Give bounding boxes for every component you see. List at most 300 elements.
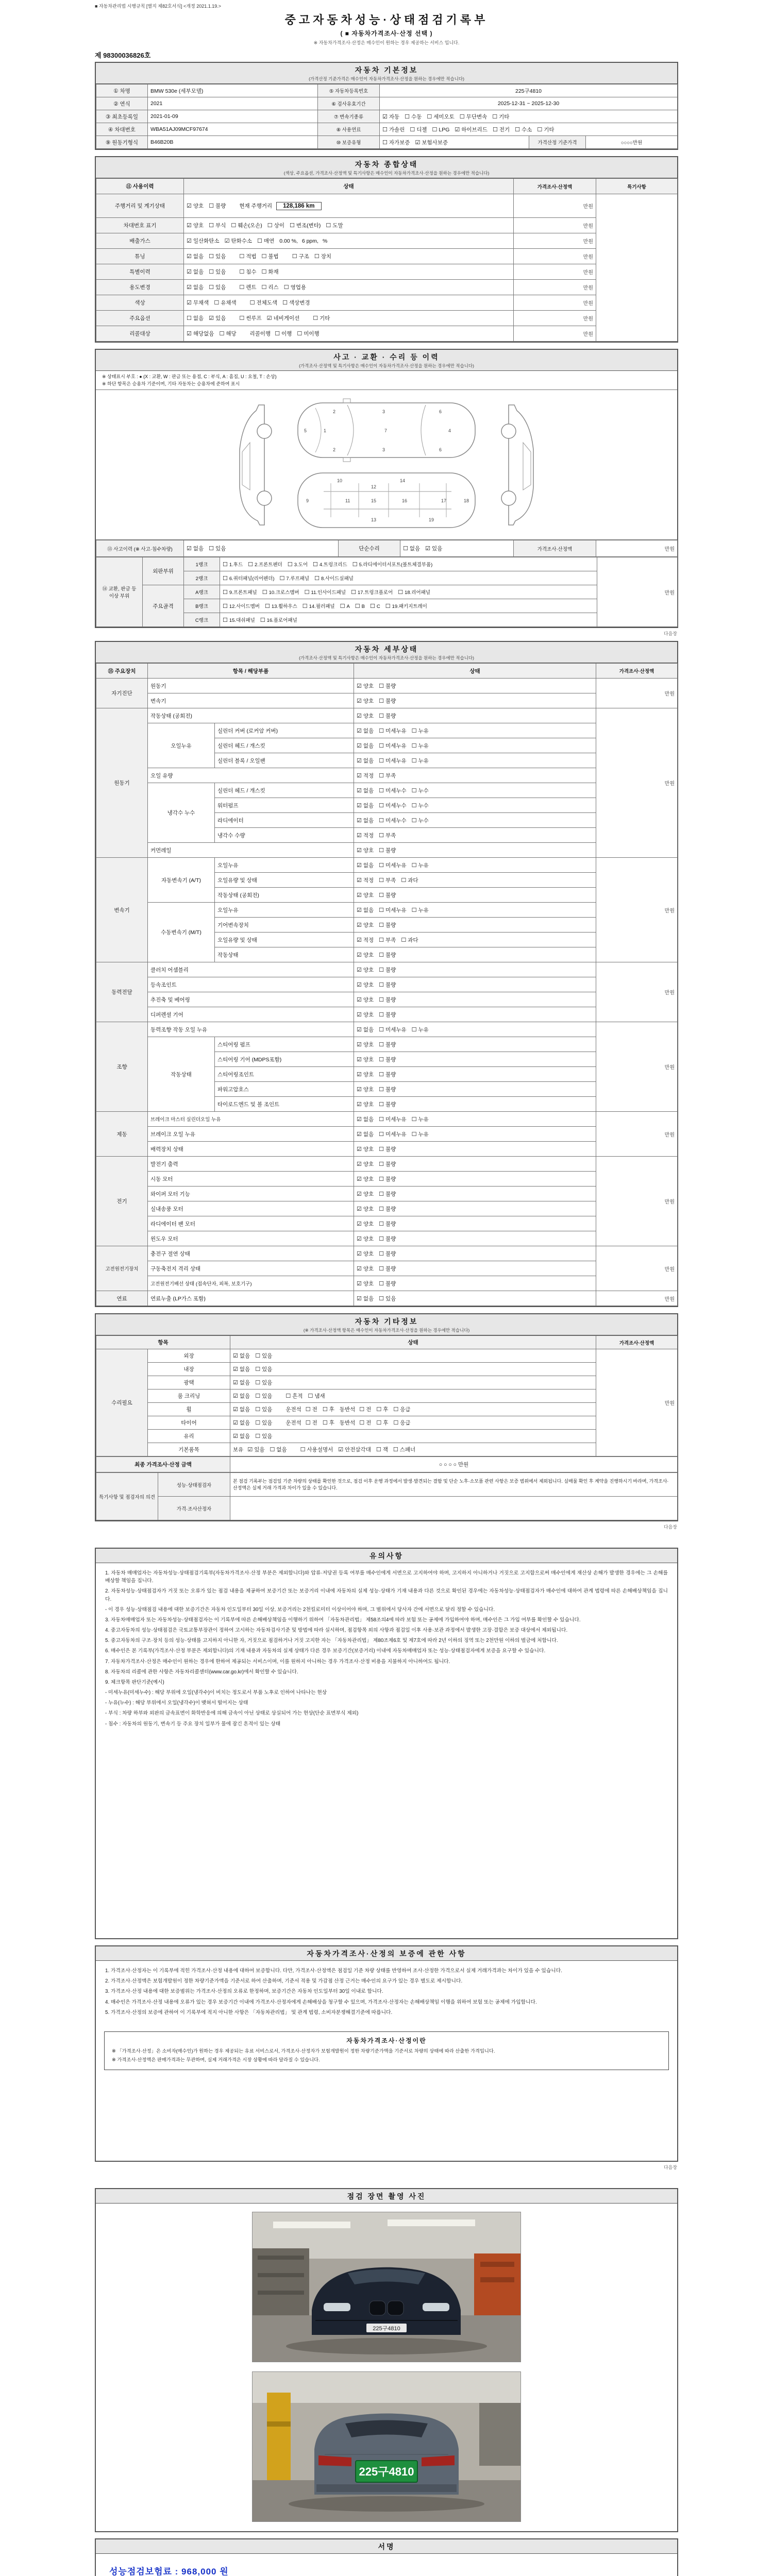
checkbox-기타[interactable]: ☐ 기타 <box>492 113 510 120</box>
checkbox-리스[interactable]: ☐ 리스 <box>261 284 279 291</box>
checkbox-있음[interactable]: ☐ 있음 <box>209 284 226 291</box>
checkbox-불량[interactable]: ☐ 불량 <box>379 1265 396 1272</box>
checkbox-없음[interactable]: ☑ 없음 <box>357 1116 374 1123</box>
checkbox-있음[interactable]: ☑ 있음 <box>209 315 226 321</box>
accident-parts-table-host <box>96 557 677 627</box>
value-cell <box>184 540 339 557</box>
checkbox-도말[interactable]: ☐ 도말 <box>326 223 343 229</box>
checkbox-5.라디에이터서포트(볼트체결부품)[interactable]: ☐ 5.라디에이터서포트(볼트체결부품) <box>352 562 433 568</box>
value-cell <box>230 1443 596 1456</box>
checkbox-미세누유[interactable]: ☐ 미세누유 <box>379 907 407 913</box>
checkbox-해당없음[interactable]: ☑ 해당없음 <box>187 331 214 337</box>
checkbox-가솔린[interactable]: ☐ 가솔린 <box>382 126 405 133</box>
checkbox-없음[interactable]: ☑ 없음 <box>357 787 374 794</box>
checkbox-일산화탄소[interactable]: ☑ 일산화탄소 <box>187 238 220 244</box>
checkbox-네비게이션[interactable]: ☑ 네비게이션 <box>266 315 300 321</box>
checkbox-있음[interactable]: ☐ 있음 <box>255 1406 273 1413</box>
checkbox-미세누유[interactable]: ☐ 미세누유 <box>379 757 407 764</box>
checkbox-양호[interactable]: ☑ 양호 <box>357 1206 374 1212</box>
checked-box-icon: ☑ <box>357 1161 362 1167</box>
unchecked-box-icon: ☐ <box>379 1176 384 1182</box>
checkbox-없음[interactable]: ☑ 없음 <box>357 1295 374 1302</box>
checkbox-자가보증[interactable]: ☐ 자가보증 <box>382 139 410 146</box>
value-cell: 시동 모터 <box>148 1172 354 1187</box>
checkbox-양호[interactable]: ☑ 양호 <box>357 892 374 899</box>
value-cell: 커먼레일 <box>148 843 354 858</box>
checkbox-자동[interactable]: ☑ 자동 <box>382 113 400 120</box>
value-cell <box>220 571 597 585</box>
inline-text: % <box>322 238 328 244</box>
checkbox-양호[interactable]: ☑ 양호 <box>357 1280 374 1287</box>
checkbox-전[interactable]: ☐ 전 <box>359 1420 372 1426</box>
checkbox-미세누유[interactable]: ☐ 미세누유 <box>379 742 407 749</box>
unchecked-box-icon: ☐ <box>223 589 228 596</box>
checkbox-기타[interactable]: ☐ 기타 <box>537 126 554 133</box>
checkbox-불량[interactable]: ☐ 불량 <box>379 1250 396 1257</box>
checkbox-미이행[interactable]: ☐ 미이행 <box>297 331 320 337</box>
checkbox-있음[interactable]: ☐ 있음 <box>255 1353 273 1359</box>
checkbox-양호[interactable]: ☑ 양호 <box>357 1146 374 1153</box>
checkbox-없음[interactable]: ☑ 없음 <box>357 727 374 734</box>
checkbox-변조(변타)[interactable]: ☐ 변조(변타) <box>289 223 321 229</box>
checkbox-후[interactable]: ☐ 후 <box>322 1406 334 1413</box>
paragraph: ※ 가격조사·산정액은 판매가격과는 무관하며, 실제 거래가격은 시장 상황에 따라 달라질 수 있습니다. <box>112 2057 320 2063</box>
checkbox-적정[interactable]: ☑ 적정 <box>357 832 374 839</box>
checkbox-전[interactable]: ☐ 전 <box>359 1406 372 1413</box>
checkbox-상이[interactable]: ☐ 상이 <box>267 223 284 229</box>
checkbox-미세누수[interactable]: ☐ 미세누수 <box>379 817 407 824</box>
checkbox-있음[interactable]: ☐ 있음 <box>255 1380 273 1386</box>
checkbox-보험사보증[interactable]: ☑ 보험사보증 <box>415 139 448 146</box>
checkbox-있음[interactable]: ☐ 있음 <box>255 1420 273 1426</box>
checkbox-7.루프패널[interactable]: ☐ 7.루프패널 <box>279 575 310 582</box>
checkbox-전기[interactable]: ☐ 전기 <box>492 126 510 133</box>
checkbox-적법[interactable]: ☐ 적법 <box>239 253 257 260</box>
checkbox-없음[interactable]: ☑ 없음 <box>357 1026 374 1033</box>
checkbox-A[interactable]: ☐ A <box>340 603 350 609</box>
final-price-table-host <box>96 1456 677 1472</box>
checkbox-불량[interactable]: ☐ 불량 <box>379 1206 396 1212</box>
unchecked-box-icon: ☐ <box>313 562 318 568</box>
checkbox-매연[interactable]: ☐ 매연 <box>257 238 275 244</box>
value-cell: 만원 <box>596 679 678 708</box>
checkbox-양호[interactable]: ☑ 양호 <box>357 698 374 704</box>
checkbox-누유[interactable]: ☐ 누유 <box>411 907 429 913</box>
car-underbody-view-icon <box>294 468 479 533</box>
unchecked-box-icon: ☐ <box>379 1206 384 1212</box>
base-price: ○○○○만원 <box>586 136 678 149</box>
svg-text:11: 11 <box>345 498 350 503</box>
checkbox-구조[interactable]: ☐ 구조 <box>292 253 309 260</box>
checkbox-양호[interactable]: ☑ 양호 <box>357 1161 374 1167</box>
checkbox-양호[interactable]: ☑ 양호 <box>357 1041 374 1048</box>
checkbox-과다[interactable]: ☐ 과다 <box>401 877 418 884</box>
checkbox-없음[interactable]: ☐ 없음 <box>270 1447 287 1453</box>
section-notices-title: 유의사항 <box>369 1552 404 1560</box>
paragraph: ※ 「가격조사·산정」은 소비자(매수인)가 원하는 경우 제공되는 유료 서비스로서, 가격조사·산정자가 보험개발원이 정한 차량기준가액을 기준서로 차량의 상태에 따라 산출한 가격입니다. <box>112 2048 495 2054</box>
checkbox-장치[interactable]: ☐ 장치 <box>314 253 332 260</box>
checked-box-icon: ☑ <box>357 1221 362 1227</box>
checkbox-없음[interactable]: ☑ 없음 <box>357 817 374 824</box>
checkbox-양호[interactable]: ☑ 양호 <box>357 1101 374 1108</box>
checked-box-icon: ☑ <box>266 315 272 321</box>
checkbox-없음[interactable]: ☑ 없음 <box>187 253 204 260</box>
checkbox-불량[interactable]: ☐ 불량 <box>379 996 396 1003</box>
unchecked-box-icon: ☐ <box>326 223 331 229</box>
checkbox-4.트렁크리드[interactable]: ☐ 4.트렁크리드 <box>313 562 347 568</box>
checkbox-18.리어패널[interactable]: ☐ 18.리어패널 <box>398 589 431 596</box>
checkbox-불량[interactable]: ☐ 불량 <box>379 892 396 899</box>
checkbox-없음[interactable]: ☐ 없음 <box>187 315 204 321</box>
checkbox-불량[interactable]: ☐ 불량 <box>379 967 396 973</box>
checkbox-없음[interactable]: ☑ 없음 <box>233 1406 250 1413</box>
label-cell: ⑦ 변속기종류 <box>318 110 380 123</box>
checkbox-없음[interactable]: ☑ 없음 <box>357 802 374 809</box>
value-cell: 오일유량 및 상태 <box>215 873 354 888</box>
checkbox-탄화수소[interactable]: ☑ 탄화수소 <box>224 238 253 244</box>
checkbox-있음[interactable]: ☑ 있음 <box>425 546 443 552</box>
checkbox-있음[interactable]: ☐ 있음 <box>209 546 226 552</box>
checkbox-16.플로어패널[interactable]: ☐ 16.플로어패널 <box>260 617 297 623</box>
checkbox-1.후드[interactable]: ☐ 1.후드 <box>223 562 243 568</box>
accident_hist-table <box>96 540 678 557</box>
checkbox-LPG[interactable]: ☐ LPG <box>432 126 450 133</box>
label-cell: ⑭ 교환, 판금 등 이상 부위 <box>96 557 143 627</box>
checkbox-없음[interactable]: ☑ 없음 <box>357 757 374 764</box>
label-cell: 고전원전기장치 <box>96 1246 148 1291</box>
checkbox-불량[interactable]: ☐ 불량 <box>209 202 226 209</box>
checkbox-응급[interactable]: ☐ 응급 <box>393 1406 411 1413</box>
checkbox-없음[interactable]: ☑ 없음 <box>233 1393 250 1399</box>
checkbox-15.대쉬패널[interactable]: ☐ 15.대쉬패널 <box>223 617 255 623</box>
value-cell: 동력조향 작동 오일 누유 <box>148 1022 354 1037</box>
checkbox-부족[interactable]: ☐ 부족 <box>379 832 396 839</box>
checkbox-해당[interactable]: ☐ 해당 <box>219 331 237 337</box>
checkbox-훼손(오손)[interactable]: ☐ 훼손(오손) <box>231 223 262 229</box>
checkbox-양호[interactable]: ☑ 양호 <box>357 1176 374 1182</box>
checkbox-양호[interactable]: ☑ 양호 <box>357 1011 374 1018</box>
checkbox-미세누수[interactable]: ☐ 미세누수 <box>379 802 407 809</box>
unchecked-box-icon: ☐ <box>382 126 388 133</box>
paragraph: 5. 가격조사·산정의 보증에 관하여 이 기록부에 적지 아니한 사항은 「자동차관리법」 및 관계 법령, 소비자분쟁해결기준에 따릅니다. <box>105 2009 393 2015</box>
paragraph: 1. 가격조사·산정자는 이 기록부에 적힌 가격조사·산정 내용에 대하여 보증합니다. 다만, 가격조사·산정액은 점검일 기준 차량 상태를 반영하여 조사·산정한 가격으로서 실제 거래가격과는 차이가 있을 수 있습니다. <box>105 1968 562 1974</box>
unchecked-box-icon: ☐ <box>379 847 384 854</box>
checkbox-누유[interactable]: ☐ 누유 <box>411 1116 429 1123</box>
checkbox-있음[interactable]: ☐ 있음 <box>379 1295 396 1302</box>
checkbox-있음[interactable]: ☐ 있음 <box>255 1433 273 1439</box>
checkbox-양호[interactable]: ☑ 양호 <box>357 981 374 988</box>
checkbox-불량[interactable]: ☐ 불량 <box>379 1280 396 1287</box>
checkbox-양호[interactable]: ☑ 양호 <box>357 683 374 689</box>
checkbox-C[interactable]: ☐ C <box>370 603 380 609</box>
checkbox-수동[interactable]: ☐ 수동 <box>405 113 422 120</box>
checkbox-안전삼각대[interactable]: ☑ 안전삼각대 <box>338 1447 371 1453</box>
checkbox-8.사이드실패널[interactable]: ☐ 8.사이드실패널 <box>314 575 354 582</box>
detail-table <box>96 663 678 1306</box>
checkbox-미세누유[interactable]: ☐ 미세누유 <box>379 1026 407 1033</box>
checkbox-양호[interactable]: ☑ 양호 <box>357 1250 374 1257</box>
checkbox-부족[interactable]: ☐ 부족 <box>379 877 396 884</box>
checked-box-icon: ☑ <box>233 1366 238 1372</box>
checked-box-icon: ☑ <box>357 698 362 704</box>
checkbox-잭[interactable]: ☐ 잭 <box>376 1447 388 1453</box>
checkbox-적정[interactable]: ☑ 적정 <box>357 877 374 884</box>
checked-box-icon: ☑ <box>357 847 362 854</box>
checked-box-icon: ☑ <box>357 757 362 764</box>
checkbox-누유[interactable]: ☐ 누유 <box>411 862 429 869</box>
unchecked-box-icon: ☐ <box>223 603 228 609</box>
checkbox-없음[interactable]: ☑ 없음 <box>187 269 204 275</box>
svg-text:18: 18 <box>464 498 469 503</box>
checkbox-썬루프[interactable]: ☐ 썬루프 <box>239 315 262 321</box>
checkbox-양호[interactable]: ☑ 양호 <box>357 996 374 1003</box>
checkbox-누유[interactable]: ☐ 누유 <box>411 727 429 734</box>
checkbox-불량[interactable]: ☐ 불량 <box>379 1146 396 1153</box>
photo-rear-frame <box>252 2371 521 2522</box>
checkbox-양호[interactable]: ☑ 양호 <box>357 1235 374 1242</box>
checkbox-불량[interactable]: ☐ 불량 <box>379 952 396 958</box>
checkbox-불량[interactable]: ☐ 불량 <box>379 981 396 988</box>
checkbox-유채색[interactable]: ☐ 유채색 <box>214 300 237 306</box>
checkbox-미세누유[interactable]: ☐ 미세누유 <box>379 727 407 734</box>
checkbox-없음[interactable]: ☑ 없음 <box>233 1433 250 1439</box>
car-name: BMW 530e (세부모델) <box>148 84 318 97</box>
checkbox-12.사이드멤버[interactable]: ☐ 12.사이드멤버 <box>223 603 260 609</box>
checkbox-스패너[interactable]: ☐ 스패너 <box>393 1447 416 1453</box>
checkbox-없음[interactable]: ☑ 없음 <box>357 742 374 749</box>
checkbox-없음[interactable]: ☑ 없음 <box>357 1131 374 1138</box>
checkbox-누수[interactable]: ☐ 누수 <box>411 787 429 794</box>
unchecked-box-icon: ☐ <box>257 238 262 244</box>
checkbox-불량[interactable]: ☐ 불량 <box>379 1221 396 1227</box>
label-cell: 가격조사·산정액 <box>514 540 596 557</box>
checkbox-불량[interactable]: ☐ 불량 <box>379 1191 396 1197</box>
value-cell <box>354 1291 596 1306</box>
car-diagram-left-side <box>219 395 276 535</box>
checkbox-무채색[interactable]: ☑ 무채색 <box>187 300 209 306</box>
checkbox-불량[interactable]: ☐ 불량 <box>379 1176 396 1182</box>
checkbox-불량[interactable]: ☐ 불량 <box>379 1041 396 1048</box>
unchecked-box-icon: ☐ <box>379 832 384 839</box>
checkbox-불량[interactable]: ☐ 불량 <box>379 1101 396 1108</box>
checkbox-없음[interactable]: ☑ 없음 <box>233 1353 250 1359</box>
checkbox-19.패키지트레이[interactable]: ☐ 19.패키지트레이 <box>385 603 427 609</box>
checkbox-양호[interactable]: ☑ 양호 <box>357 1056 374 1063</box>
unchecked-box-icon: ☐ <box>214 300 220 306</box>
unchecked-box-icon: ☐ <box>393 1406 399 1413</box>
checkbox-9.프론트패널[interactable]: ☐ 9.프론트패널 <box>223 589 257 596</box>
checkbox-없음[interactable]: ☐ 없음 <box>403 546 421 552</box>
checkbox-불량[interactable]: ☐ 불량 <box>379 1011 396 1018</box>
checkbox-없음[interactable]: ☑ 없음 <box>357 862 374 869</box>
checkbox-양호[interactable]: ☑ 양호 <box>357 1086 374 1093</box>
checkbox-양호[interactable]: ☑ 양호 <box>357 1265 374 1272</box>
checkbox-이행[interactable]: ☐ 이행 <box>275 331 292 337</box>
checkbox-3.도어[interactable]: ☐ 3.도어 <box>287 562 308 568</box>
checkbox-하이브리드[interactable]: ☑ 하이브리드 <box>455 126 488 133</box>
checkbox-양호[interactable]: ☑ 양호 <box>357 1191 374 1197</box>
checkbox-11.인사이드패널[interactable]: ☐ 11.인사이드패널 <box>304 589 346 596</box>
checkbox-양호[interactable]: ☑ 양호 <box>357 967 374 973</box>
car-diagram-right-side <box>497 395 554 535</box>
checkbox-누유[interactable]: ☐ 누유 <box>411 1026 429 1033</box>
checkbox-화재[interactable]: ☐ 화재 <box>261 269 279 275</box>
checkbox-색상변경[interactable]: ☐ 색상변경 <box>282 300 310 306</box>
checkbox-세미오토[interactable]: ☐ 세미오토 <box>427 113 455 120</box>
checkbox-영업용[interactable]: ☐ 영업용 <box>283 284 306 291</box>
unchecked-box-icon: ☐ <box>379 817 384 824</box>
checkbox-있음[interactable]: ☐ 있음 <box>255 1393 273 1399</box>
checkbox-양호[interactable]: ☑ 양호 <box>357 1071 374 1078</box>
paragraph: 7. 자동차가격조사·산정은 매수인이 원하는 경우에 한하여 제공되는 서비스이며, 이를 원하지 아니하는 경우 가격조사·산정 비용을 지불하지 아니하여도 됩니다. <box>105 1658 450 1665</box>
value-cell: 만원 <box>596 1246 678 1291</box>
unchecked-box-icon: ☐ <box>248 562 254 568</box>
checkbox-적정[interactable]: ☑ 적정 <box>357 937 374 943</box>
checkbox-적정[interactable]: ☑ 적정 <box>357 772 374 779</box>
checkbox-14.필러패널[interactable]: ☐ 14.필러패널 <box>302 603 335 609</box>
checkbox-불량[interactable]: ☐ 불량 <box>379 1235 396 1242</box>
checkbox-후[interactable]: ☐ 후 <box>322 1420 334 1426</box>
checkbox-전[interactable]: ☐ 전 <box>305 1406 317 1413</box>
checkbox-무단변속[interactable]: ☐ 무단변속 <box>459 113 488 120</box>
value-cell: 수동변속기 (M/T) <box>148 903 215 962</box>
checkbox-없음[interactable]: ☑ 없음 <box>187 284 204 291</box>
checkbox-냄새[interactable]: ☐ 냄새 <box>308 1393 325 1399</box>
label-cell: 주행거리 및 계기상태 <box>96 194 184 218</box>
label-cell: ⑩ 보증유형 <box>318 136 380 149</box>
checkbox-누유[interactable]: ☐ 누유 <box>411 742 429 749</box>
value-cell <box>354 962 596 977</box>
checkbox-6.쿼터패널(리어펜더)[interactable]: ☐ 6.쿼터패널(리어펜더) <box>223 575 275 582</box>
checkbox-없음[interactable]: ☑ 없음 <box>187 546 204 552</box>
checkbox-불량[interactable]: ☐ 불량 <box>379 1161 396 1167</box>
checkbox-있음[interactable]: ☑ 있음 <box>247 1447 265 1453</box>
checkbox-불량[interactable]: ☐ 불량 <box>379 1086 396 1093</box>
checkbox-누유[interactable]: ☐ 누유 <box>411 757 429 764</box>
svg-text:2: 2 <box>333 409 336 414</box>
checkbox-미세누수[interactable]: ☐ 미세누수 <box>379 787 407 794</box>
unchecked-box-icon: ☐ <box>379 772 384 779</box>
unchecked-box-icon: ☐ <box>261 269 267 275</box>
checkbox-없음[interactable]: ☑ 없음 <box>233 1380 250 1386</box>
label-cell: 자기진단 <box>96 679 148 708</box>
checkbox-수소[interactable]: ☐ 수소 <box>515 126 532 133</box>
unchecked-box-icon: ☐ <box>411 802 417 809</box>
inspection-period: 2025-12-31 ~ 2025-12-30 <box>380 97 678 110</box>
checkbox-10.크로스멤버[interactable]: ☐ 10.크로스멤버 <box>262 589 299 596</box>
checked-box-icon: ☑ <box>357 1176 362 1182</box>
checkbox-누수[interactable]: ☐ 누수 <box>411 817 429 824</box>
value-cell: 만원 <box>596 1157 678 1246</box>
checkbox-양호[interactable]: ☑ 양호 <box>187 223 204 229</box>
unchecked-box-icon: ☐ <box>379 1295 384 1302</box>
value-cell: 스티어링 펌프 <box>215 1037 354 1052</box>
document-subtitle-note: ※ 자동차가격조사·산정은 매수인이 원하는 경우 제공하는 서비스 입니다. <box>313 40 460 45</box>
checkbox-17.트렁크플로어[interactable]: ☐ 17.트렁크플로어 <box>351 589 393 596</box>
checkbox-부족[interactable]: ☐ 부족 <box>379 772 396 779</box>
label-cell: 주요옵션 <box>96 311 184 326</box>
checkbox-흔적[interactable]: ☐ 흔적 <box>285 1393 303 1399</box>
checkbox-전체도색[interactable]: ☐ 전체도색 <box>249 300 278 306</box>
checkbox-없음[interactable]: ☑ 없음 <box>233 1420 250 1426</box>
checkbox-누수[interactable]: ☐ 누수 <box>411 802 429 809</box>
section-signature <box>95 2538 678 2576</box>
checkbox-후[interactable]: ☐ 후 <box>376 1420 389 1426</box>
section-detail-note: (가격조사·산정액 및 특기사항은 매수인이 자동차가격조사·산정을 원하는 경우에만 적습니다) <box>299 655 474 660</box>
checkbox-B[interactable]: ☐ B <box>355 603 365 609</box>
checkbox-부족[interactable]: ☐ 부족 <box>379 937 396 943</box>
checkbox-양호[interactable]: ☑ 양호 <box>357 713 374 719</box>
overall-table <box>96 178 678 342</box>
checkbox-불량[interactable]: ☐ 불량 <box>379 1071 396 1078</box>
value-cell <box>354 1097 596 1112</box>
checked-box-icon: ☑ <box>357 683 362 689</box>
checkbox-있음[interactable]: ☐ 있음 <box>255 1366 273 1372</box>
checkbox-불법[interactable]: ☐ 불법 <box>261 253 279 260</box>
checkbox-미세누유[interactable]: ☐ 미세누유 <box>379 862 407 869</box>
checkbox-기타[interactable]: ☐ 기타 <box>313 315 330 321</box>
checkbox-양호[interactable]: ☑ 양호 <box>357 952 374 958</box>
checkbox-없음[interactable]: ☑ 없음 <box>233 1366 250 1372</box>
checkbox-침수[interactable]: ☐ 침수 <box>239 269 257 275</box>
checked-box-icon: ☑ <box>357 1146 362 1153</box>
checkbox-부식[interactable]: ☐ 부식 <box>209 223 226 229</box>
checkbox-불량[interactable]: ☐ 불량 <box>379 698 396 704</box>
checkbox-응급[interactable]: ☐ 응급 <box>393 1420 411 1426</box>
checkbox-미세누유[interactable]: ☐ 미세누유 <box>379 1131 407 1138</box>
checkbox-불량[interactable]: ☐ 불량 <box>379 1056 396 1063</box>
plate-number: 225구4810 <box>380 84 678 97</box>
checkbox-미세누유[interactable]: ☐ 미세누유 <box>379 1116 407 1123</box>
checked-box-icon: ☑ <box>357 1041 362 1048</box>
checkbox-양호[interactable]: ☑ 양호 <box>357 1221 374 1227</box>
checkbox-양호[interactable]: ☑ 양호 <box>187 202 204 209</box>
checkbox-불량[interactable]: ☐ 불량 <box>379 683 396 689</box>
checked-box-icon: ☑ <box>187 202 192 209</box>
checkbox-과다[interactable]: ☐ 과다 <box>401 937 418 943</box>
checked-box-icon: ☑ <box>357 832 362 839</box>
checkbox-불량[interactable]: ☐ 불량 <box>379 713 396 719</box>
checkbox-2.프론트펜더[interactable]: ☐ 2.프론트펜더 <box>248 562 282 568</box>
checkbox-누유[interactable]: ☐ 누유 <box>411 1131 429 1138</box>
value-cell: 기어변속장치 <box>215 918 354 933</box>
checkbox-디젤[interactable]: ☐ 디젤 <box>410 126 427 133</box>
unchecked-box-icon: ☐ <box>379 937 384 943</box>
checkbox-불량[interactable]: ☐ 불량 <box>379 922 396 928</box>
value-cell: 등속조인트 <box>148 977 354 992</box>
value-cell: 만원 <box>514 249 596 264</box>
checkbox-사용설명서[interactable]: ☐ 사용설명서 <box>300 1447 333 1453</box>
checkbox-양호[interactable]: ☑ 양호 <box>357 922 374 928</box>
value-cell: 기본품목 <box>148 1443 230 1456</box>
checkbox-렌트[interactable]: ☐ 렌트 <box>239 284 257 291</box>
checkbox-후[interactable]: ☐ 후 <box>376 1406 389 1413</box>
unchecked-box-icon: ☐ <box>305 1420 311 1426</box>
section-photos-head <box>96 2189 677 2204</box>
label-cell: 조향 <box>96 1022 148 1112</box>
unchecked-box-icon: ☐ <box>239 269 245 275</box>
unchecked-box-icon: ☐ <box>322 1420 328 1426</box>
checkbox-13.휠하우스[interactable]: ☐ 13.휠하우스 <box>264 603 297 609</box>
checkbox-불량[interactable]: ☐ 불량 <box>379 847 396 854</box>
unchecked-box-icon: ☐ <box>393 1447 398 1453</box>
checkbox-양호[interactable]: ☑ 양호 <box>357 847 374 854</box>
checkbox-있음[interactable]: ☐ 있음 <box>209 253 226 260</box>
checkbox-전[interactable]: ☐ 전 <box>305 1420 317 1426</box>
label-cell: ④ 차대번호 <box>96 123 148 136</box>
checkbox-있음[interactable]: ☐ 있음 <box>209 269 226 275</box>
checkbox-없음[interactable]: ☑ 없음 <box>357 907 374 913</box>
